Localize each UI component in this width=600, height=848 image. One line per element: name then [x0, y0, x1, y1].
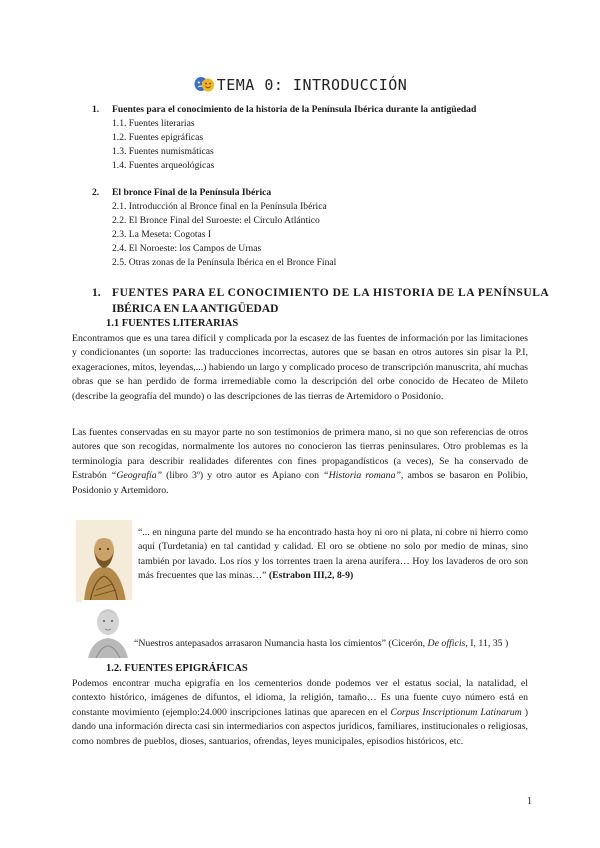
toc-item: 2.2. El Bronce Final del Suroeste: el Círculo Atlántico [112, 215, 320, 226]
work-title-de-officis: De officis [427, 638, 466, 649]
cicero-bust [82, 600, 134, 658]
section-title-line2: IBÉRICA EN LA ANTIGÜEDAD [112, 303, 279, 315]
subsection-heading: 1.2. FUENTES EPIGRÁFICAS [106, 663, 248, 674]
paragraph-literary-sources: Encontramos que es una tarea difícil y complicada por la escasez de las fuentes de información por las limitaciones y condicionantes (un soporte: las traducciones incorrectas, autores que se basan en otros autores sin pisar la P.I, exageraciones, mitos, leyendas,...) habiendo un largo y complicado proceso de transcripción manuscrita, ahí muchas obras que se han perdido de forma irremediable como la descripción del orbe conocido de Hecateo de Mileto (describe la geografía del mundo) o las descripciones de las tierras de Artemidoro o Posidonio. [72, 333, 528, 402]
toc-item: 2.3. La Meseta: Cogotas I [112, 229, 212, 240]
page-number: 1 [527, 796, 532, 807]
section-title-line1: FUENTES PARA EL CONOCIMIENTO DE LA HISTORIA DE LA PENÍNSULA [112, 287, 550, 299]
theater-masks-icon [193, 76, 215, 92]
work-title-corpus: Corpus Inscriptionum Latinarum [390, 706, 522, 718]
paragraph-text: ) dando una información directa casi sin intermediarios con aspectos jurídicos, familiares, institucionales o religiosas, como nombres de pueblos, dioses, santuarios, ofrendas, leyes municipales, episodios históricos, etc. [72, 706, 528, 747]
quote-citation: (Estrabon III,2, 8-9) [268, 570, 354, 582]
toc-item: 2.4. El Noroeste: los Campos de Urnas [112, 243, 262, 254]
quote-strabo [138, 526, 528, 584]
quote-text: “Nuestros antepasados arrasaron Numancia hasta los cimientos” (Cicerón, [134, 638, 428, 649]
paragraph-text: Las fuentes conservadas en su mayor parte no son testimonios de primera mano, si no que son referencias de otros autores que son recogidas, normalmente los autores no conocieron las tierras peninsulares. Otro problemas es la terminología para describir realidades diferentes con fines propagandísticos (a veces), Se ha conservado de Estrabón [72, 427, 528, 482]
toc-heading: El bronce Final de la Península Ibérica [112, 187, 272, 198]
paragraph-text: (libro 3º) y otro autor es Apiano con [162, 470, 324, 482]
quote-text: , I, 11, 35 ) [465, 638, 509, 649]
toc-item: 1.3. Fuentes numismáticas [112, 146, 214, 157]
page-title-text: TEMA 0: INTRODUCCIÓN [216, 76, 408, 94]
paragraph-text: , ambos se basaron en Polibio, Posidonio y Artemidoro. [72, 470, 528, 496]
work-title-historia-romana: “Historia romana” [323, 470, 401, 482]
quote-text: “... en ninguna parte del mundo se ha encontrado hasta hoy ni oro ni plata, ni cobre ni hierro como aquí (Turdetania) en tal cantidad y calidad. El oro se obtiene no solo por medio de minas, sino también por lavado. Los ríos y los torrentes traen la arena aurífera… Hoy los lavaderos de oro son más frecuentes que las minas…” [138, 527, 528, 582]
toc-item: 1.1. Fuentes literarias [112, 118, 195, 129]
subsection-heading: 1.1 FUENTES LITERARIAS [106, 318, 239, 329]
toc-item: 2.1. Introducción al Bronce final en la Península Ibérica [112, 201, 327, 212]
toc-item: 1.4. Fuentes arqueológicas [112, 160, 215, 171]
paragraph-epigraphic-sources [72, 677, 528, 749]
toc-number: 2. [92, 187, 100, 198]
page-title [0, 76, 600, 94]
quote-cicero [134, 637, 534, 651]
strabo-engraving [76, 520, 132, 602]
toc-item: 1.2. Fuentes epigráficas [112, 132, 204, 143]
section-number: 1. [92, 287, 101, 299]
toc-item: 2.5. Otras zonas de la Península Ibérica en el Bronce Final [112, 257, 337, 268]
work-title-geografia: “Geografía” [110, 470, 163, 482]
paragraph-sources-conserved [72, 426, 528, 498]
paragraph-text: Podemos encontrar mucha epigrafía en los cementerios donde podemos ver el estatus social, la natalidad, el contexto histórico, imágenes de difuntos, el idioma, la religión, tamaño… Es una fuente cuyo número está en constante movimiento (ejemplo:24.000 inscripciones latinas que aparecen en el [72, 678, 528, 718]
toc-number: 1. [92, 104, 100, 115]
toc-heading: Fuentes para el conocimiento de la historia de la Península Ibérica durante la antigüedad [112, 104, 477, 115]
